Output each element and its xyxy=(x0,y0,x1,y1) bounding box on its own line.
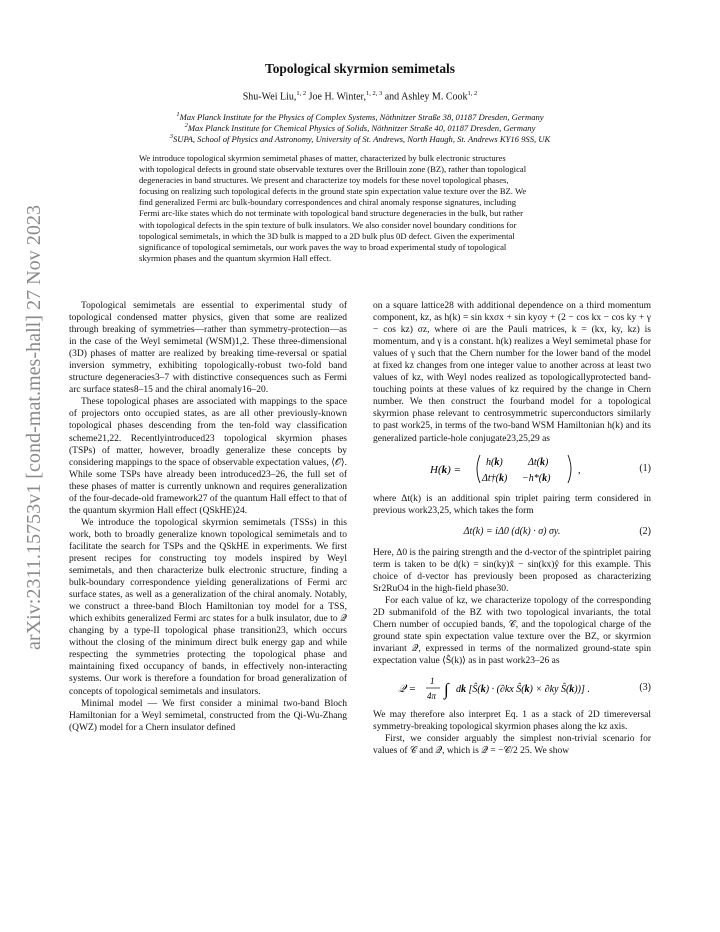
svg-text:Δt†(k): Δt†(k) xyxy=(482,472,508,484)
right-column xyxy=(373,300,651,757)
svg-text:1: 1 xyxy=(430,676,435,687)
equation-3-math xyxy=(392,671,632,705)
svg-text:dk [Ŝ(k) · (∂kx Ŝ(k) × ∂ky Ŝ(k: dk [Ŝ(k) · (∂kx Ŝ(k) × ∂ky Ŝ(k))] . xyxy=(456,684,590,696)
body-paragraph: Here, Δ0 is the pairing strength and the d-vector of the spintriplet pairing term is taken to be d(k) = sin(ky)x̂ − sin(kx)ŷ for this example. This choice of d-vector has previously been proposed as characterizing Sr2RuO4 in the high-field phase30. xyxy=(373,547,651,594)
svg-text:𝒬 =: 𝒬 = xyxy=(398,683,417,696)
affiliation-2: $^2$Max Planck Institute for Chemical Physics of Solids, Nöthnitzer Straße 40, 01187 Dresden, Germany xyxy=(184,122,536,133)
body-paragraph: where Δt(k) is an additional spin triplet pairing term considered in previous work23,25, which takes the form xyxy=(373,493,651,516)
body-paragraph: Minimal model — We first consider a minimal two-band Bloch Hamiltonian for a Weyl semimetal, constructed from the Qi-Wu-Zhang (QWZ) model for a Chern insulator defined xyxy=(69,698,347,733)
left-column xyxy=(69,300,347,734)
body-paragraph: on a square lattice28 with additional dependence on a third momentum component, kz, as h(k) = sin kxσx + sin kyσy + (2 − cos kx − cos ky + γ − cos kz) σz, where σi are the Pauli matrices, k = (kx, ky, kz) is momentum, and γ is a constant. h(k) realizes a Weyl semimetal phase for values of γ such that the Chern number for the lower band of the model at fixed kz changes from one integer value to another across at least two values of kz, with Weyl nodes realized as topologicallyprotected band-touching points at these values of kz required by the change in Chern number. We then construct the fourband model for a topological skyrmion phase relevant to centrosymmetric superconductors similarly to past work25, in terms of the two-band WSM Hamiltonian h(k) and its generalized particle-hole conjugate23,25,29 as xyxy=(373,301,651,444)
svg-text:Δt(k): Δt(k) xyxy=(528,456,549,468)
abstract-line: skyrmion phases and the quantum skyrmion Hall effect. xyxy=(139,252,332,263)
abstract-line: We introduce topological skyrmion semimetal phases of matter, characterized by bulk electronic structures xyxy=(139,153,506,163)
abstract-line: topological semimetals, in which the 3D bulk is mapped to a 2D bulk plus 0D defect. Given the experimental xyxy=(139,230,515,241)
affiliation-3: $^3$SUPA, School of Physics and Astronomy, University of St. Andrews, North Haugh, St. Andrews KY16 9SS, UK xyxy=(169,133,551,144)
equation-2 xyxy=(373,521,651,543)
svg-text:h(k): h(k) xyxy=(486,456,503,468)
abstract-line: focusing on realizing such topological defects in the ground state spin expectation value texture over the BZ. We xyxy=(139,186,527,197)
abstract-line: find generalized Fermi arc bulk-boundary correspondences and chiral anomaly response signatures, including xyxy=(139,197,517,208)
abstract xyxy=(139,153,601,264)
equation-number: (2) xyxy=(639,525,651,537)
equation-1-math xyxy=(422,449,602,489)
svg-text:H(k) =: H(k) = xyxy=(430,463,461,476)
equation-number: (3) xyxy=(639,682,651,694)
abstract-line: Fermi arc-like states which do not terminate with topological band structure degeneracies in the bulk, but rather xyxy=(139,208,523,219)
body-paragraph: We introduce the topological skyrmion semimetals (TSSs) in this work, both to broadly generalize known topological semimetals and to facilitate the search for TSPs and the QSkHE in experiments. We first present recipes for constructing toy models inspired by Weyl semimetals, and then characterize bulk electronic structure, finding a bulk-boundary correspondence yielding generalizations of Fermi arc surface states, as well as a generalization of the chiral anomaly. Notably, we construct a three-band Bloch Hamiltonian toy model for a TSS, which exhibits generalized Fermi arc states for a bulk insulator, due to 𝒬 changing by a type-II topological phase transition23, which occurs without the closing of the minimum direct bulk energy gap and while respecting the symmetries protecting the topological phase and maintaining fixed occupancy of bands, in effectively non-interacting systems. Our work is therefore a foundation for broad generalization of concepts of topological semimetals and insulators. xyxy=(69,517,347,697)
author-name: Joe H. Winter, xyxy=(306,91,366,103)
svg-text:∫: ∫ xyxy=(444,680,449,700)
equation-2-math: Δt(k) = iΔ0 (d(k) · σ) σy. xyxy=(463,525,561,537)
equation-number: (1) xyxy=(639,462,651,474)
author-list xyxy=(0,90,720,102)
author-affil-sup: 1, 2 xyxy=(467,90,478,97)
paper-title: Topological skyrmion semimetals xyxy=(265,61,455,76)
author-name: Shu-Wei Liu, xyxy=(242,91,297,103)
affiliation-1: $^1$Max Planck Institute for the Physics of Complex Systems, Nöthnitzer Straße 38, 01187 Dresden, Germany xyxy=(176,111,544,122)
abstract-line: significance of topological semimetals, our work paves the way to broad experimental study of topological xyxy=(139,241,507,252)
arxiv-stamp-text: arXiv:2311.15753v1 [cond-mat.mes-hall] 27 Nov 2023 xyxy=(24,218,45,650)
body-paragraph: For each value of kz, we characterize topology of the corresponding 2D submanifold of the BZ with two topological invariants, the total Chern number of occupied bands, 𝒞, and the topological charge of the ground state spin expectation value texture over the BZ, or skyrmion invariant 𝒬, expressed in terms of the normalized ground-state spin expectation value ⟨Ŝ(k)⟩ as in past work23–26 as xyxy=(373,595,651,667)
equation-1 xyxy=(373,449,651,489)
body-paragraph: We may therefore also interpret Eq. 1 as a stack of 2D timereversal symmetry-breaking topological skyrmion phases along the kz axis. xyxy=(373,710,651,733)
abstract-line: with topological defects in the spin texture of bulk insulators. We also consider novel boundary conditions for xyxy=(139,219,517,230)
body-paragraph: Topological semimetals are essential to experimental study of topological condensed matter physics, given that some are realized through breaking of symmetries—rather than symmetry-protection—as in the case of the Weyl semimetal (WSM)1,2. These three-dimensional (3D) phases of matter are realized by breaking time-reversal or spatial inversion symmetry, exhibiting topologically-robust two-fold band structure degeneracies3–7 with distinctive consequences such as Fermi arc surface states8–15 and the chiral anomaly16–20. xyxy=(69,301,347,396)
svg-text:4π: 4π xyxy=(427,691,437,702)
equation-3 xyxy=(373,671,651,705)
body-paragraph: These topological phases are associated with mappings to the space of projectors onto occupied states, as are all other previously-known topological phases descending from the ten-fold way classification scheme21,22. Recentlyintroduced23 topological skyrmion phases (TSPs) of matter, however, broadly generalize these concepts by considering mappings to the space of observable expectation values, ⟨𝒪⟩. While some TSPs have already been introduced23–26, the full set of these phases of matter is currently unknown and requires generalization of the four-decade-old framework27 of the quantum Hall effect to that of the quantum skyrmion Hall effect (QSkHE)24. xyxy=(69,397,347,516)
author-affil-sup: 1, 2, 3 xyxy=(365,90,383,97)
arxiv-identifier-stamp xyxy=(10,205,52,650)
author-name: and Ashley M. Cook xyxy=(382,91,468,103)
svg-text:−h*(k): −h*(k) xyxy=(522,472,551,484)
author-affil-sup: 1, 2 xyxy=(296,90,307,97)
svg-text:,: , xyxy=(578,464,581,476)
abstract-line: with topological defects in ground state observable textures over the Brillouin zone (BZ), rather than topological xyxy=(139,164,527,175)
abstract-line: degeneracies in band structures. We present and characterize toy models for these novel topological phases, xyxy=(139,175,509,186)
body-paragraph: First, we consider arguably the simplest non-trivial scenario for values of 𝒞 and 𝒬, which is 𝒬 = −𝒞/2 25. We show xyxy=(373,734,651,757)
